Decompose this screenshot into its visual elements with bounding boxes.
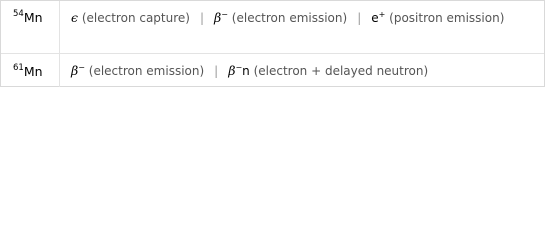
decay-symbol: β− [71,63,85,78]
decay-symbol: β− [214,10,228,25]
decay-symbol: e+ [371,10,386,25]
isotope-label [13,10,43,25]
decay-mode-electron-delayed-neutron [228,64,428,78]
decay-mode-label: (electron emission) [88,64,205,78]
isotope-cell [1,54,60,87]
separator: | [214,64,219,78]
decay-modes-cell [71,61,539,82]
isotope-label [13,64,43,79]
separator: | [199,11,205,25]
element-symbol: Mn [23,10,43,25]
decay-mode-electron-emission [71,64,204,78]
table-row [1,54,544,87]
decay-modes-cell [71,8,539,29]
isotope-cell [1,1,60,53]
separator: | [357,11,362,25]
decay-mode-label: (electron + delayed neutron) [253,64,429,78]
decay-mode-label: (positron emission) [389,11,505,25]
mass-number: 54 [13,9,24,19]
decay-mode-label: (electron emission) [231,11,348,25]
decay-modes-table [0,0,545,87]
mass-number: 61 [13,63,24,73]
table-row [1,1,544,54]
decay-mode-label: (electron capture) [81,11,190,25]
neutron-symbol: n [242,64,250,78]
decay-mode-positron-emission [371,11,504,25]
element-symbol: Mn [23,64,43,79]
decay-symbol: ϵ [71,10,79,25]
decay-mode-electron-capture [71,11,190,25]
decay-mode-electron-emission [214,11,347,25]
decay-symbol: β− [228,63,243,78]
